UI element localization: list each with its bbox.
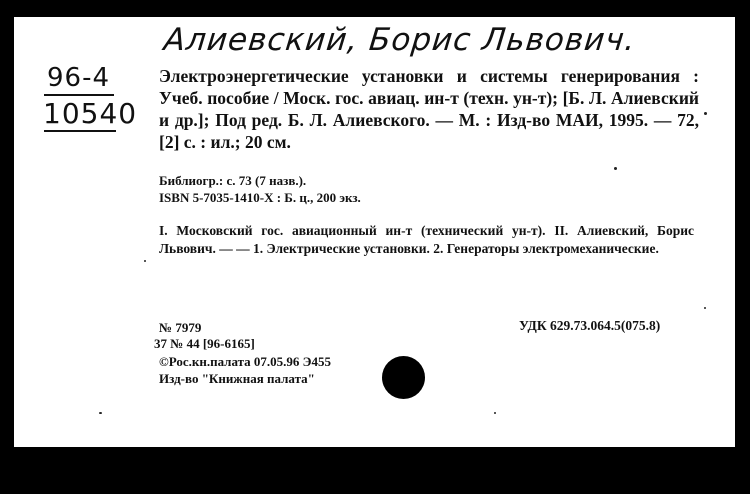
chamber-stamp-line: ©Рос.кн.палата 07.05.96 Э455 (159, 354, 332, 369)
speck (144, 260, 146, 262)
isbn-line: ISBN 5-7035-1410-X : Б. ц., 200 экз. (159, 190, 361, 205)
speck (614, 167, 617, 170)
handwritten-shelf-mark-bottom: 10540 (43, 97, 138, 130)
handwritten-shelf-mark-top: 96-4 (47, 63, 111, 93)
record-number: № 7979 (159, 320, 202, 335)
udk-code: УДК 629.73.064.5(075.8) (519, 318, 661, 333)
publisher-line: Изд-во "Книжная палата" (159, 371, 315, 386)
catalog-card (14, 17, 735, 447)
speck (704, 112, 707, 115)
subject-headings: I. Московский гос. авиационный ин-т (технический ун-т). II. Алиевский, Борис Львович. — — 1. Электрические установки. 2. Генераторы электромеханические. (159, 223, 694, 256)
shelf-mark-divider (44, 94, 114, 96)
handwritten-author: Алиевский, Борис Львович. (162, 22, 638, 58)
speck (704, 307, 706, 309)
speck (494, 412, 496, 414)
bibliography-note: Библиогр.: с. 73 (7 назв.). (159, 173, 307, 188)
speck (99, 412, 102, 414)
bibliographic-description: Электроэнергетические установки и системы генерирования : Учеб. пособие / Моск. гос. авиац. ин-т (техн. ун-т); [Б. Л. Алиевский и др.]; Под ред. Б. Л. Алиевского. — М. : Изд-во МАИ, 1995. — 72,[2] с. : ил.; 20 см. (159, 66, 699, 152)
classification-number: 37 № 44 [96-6165] (154, 336, 255, 351)
punched-hole (382, 356, 425, 399)
shelf-mark-underline (44, 130, 116, 132)
